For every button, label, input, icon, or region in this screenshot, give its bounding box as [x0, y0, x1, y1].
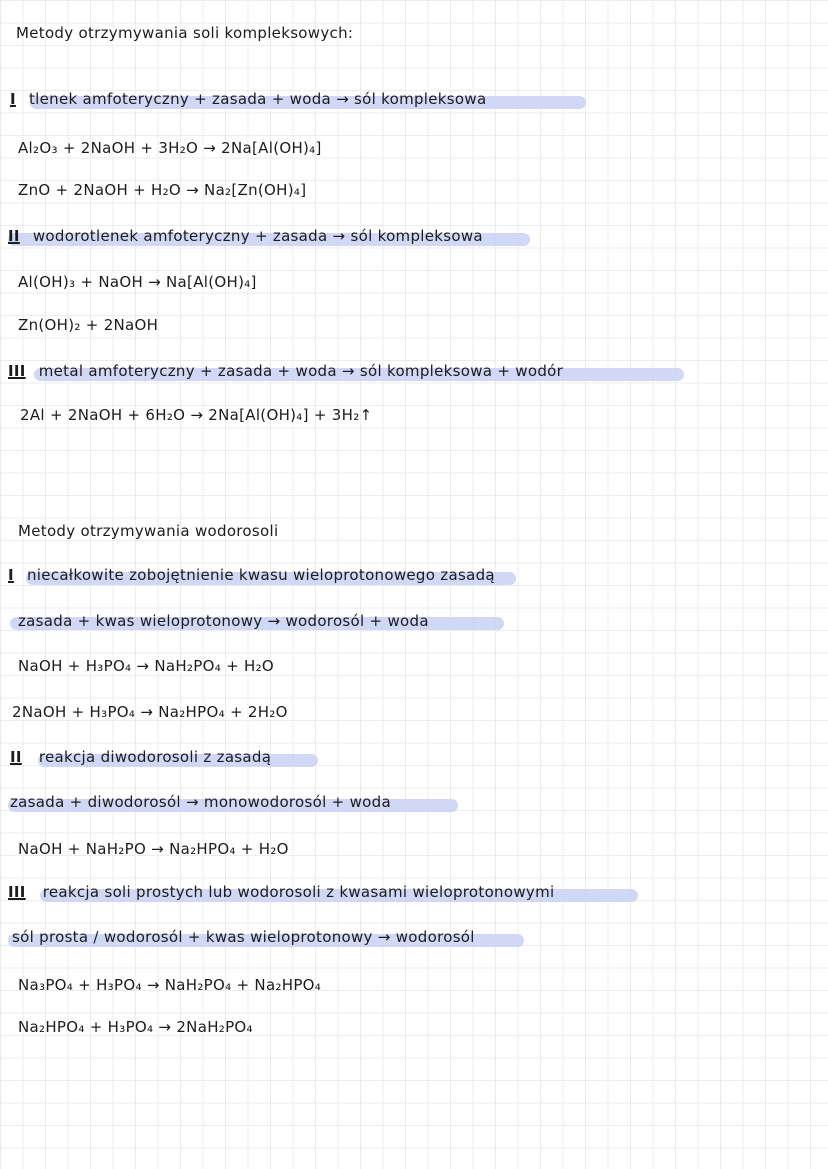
section-heading-text: reakcja diwodorosoli z zasadą	[38, 748, 272, 766]
section-heading-text: reakcja soli prostych lub wodorosoli z kwasami wieloprotonowymi	[42, 883, 555, 901]
section-heading	[8, 227, 483, 245]
page-title: Metody otrzymywania soli kompleksowych:	[16, 24, 354, 42]
section-number: III	[8, 883, 26, 901]
general-scheme: sól prosta / wodorosól + kwas wieloprotonowy → wodorosól	[12, 928, 475, 946]
section-heading	[10, 748, 271, 766]
section-heading	[8, 566, 495, 584]
section-heading-text: tlenek amfoteryczny + zasada + woda → sól kompleksowa	[28, 90, 487, 108]
page-title: Metody otrzymywania wodorosoli	[18, 522, 279, 540]
equation: Al₂O₃ + 2NaOH + 3H₂O → 2Na[Al(OH)₄]	[18, 139, 322, 157]
general-scheme: zasada + diwodorosól → monowodorosól + woda	[10, 793, 391, 811]
section-heading	[8, 362, 563, 380]
section-number: III	[8, 362, 26, 380]
equation: ZnO + 2NaOH + H₂O → Na₂[Zn(OH)₄]	[18, 181, 307, 199]
section-number: II	[8, 227, 20, 245]
equation: NaOH + NaH₂PO → Na₂HPO₄ + H₂O	[18, 840, 289, 858]
section-number: I	[10, 90, 16, 108]
equation: 2Al + 2NaOH + 6H₂O → 2Na[Al(OH)₄] + 3H₂↑	[20, 406, 373, 424]
general-scheme: zasada + kwas wieloprotonowy → wodorosól + woda	[18, 612, 429, 630]
equation: Al(OH)₃ + NaOH → Na[Al(OH)₄]	[18, 273, 257, 291]
section-number: I	[8, 566, 14, 584]
section-heading	[8, 883, 554, 901]
equation: Zn(OH)₂ + 2NaOH	[18, 316, 159, 334]
section-number: II	[10, 748, 22, 766]
equation: 2NaOH + H₃PO₄ → Na₂HPO₄ + 2H₂O	[12, 703, 288, 721]
equation: Na₃PO₄ + H₃PO₄ → NaH₂PO₄ + Na₂HPO₄	[18, 976, 322, 994]
section-heading	[10, 90, 486, 108]
equation: NaOH + H₃PO₄ → NaH₂PO₄ + H₂O	[18, 657, 275, 675]
section-heading-text: metal amfoteryczny + zasada + woda → sól kompleksowa + wodór	[38, 362, 564, 380]
section-heading-text: wodorotlenek amfoteryczny + zasada → sól kompleksowa	[32, 227, 483, 245]
section-heading-text: niecałkowite zobojętnienie kwasu wieloprotonowego zasadą	[26, 566, 495, 584]
equation: Na₂HPO₄ + H₃PO₄ → 2NaH₂PO₄	[18, 1018, 253, 1036]
